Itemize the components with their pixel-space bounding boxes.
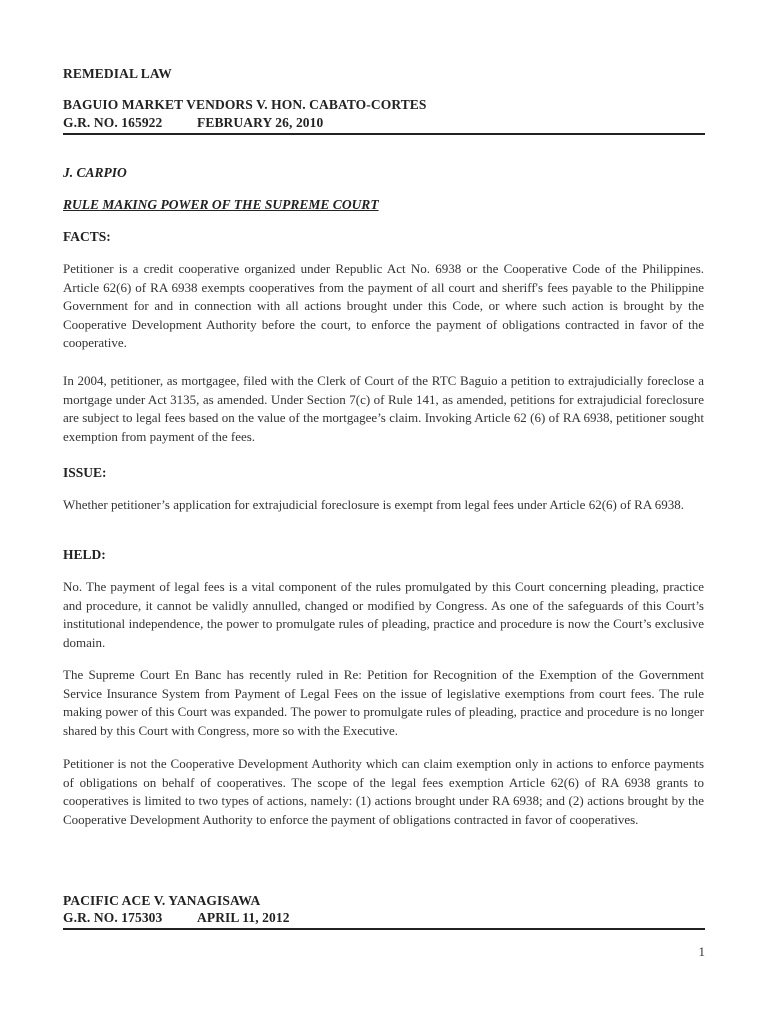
case2-date: APRIL 11, 2012 — [197, 910, 290, 925]
held-paragraph-1: No. The payment of legal fees is a vital component of the rules promulgated by this Court concerning pleading, practice and procedure, it cannot be validly annulled, changed or modified by Congress. As one of the safeguards of this Court’s institutional independence, the power to promulgate rules of pleading, practice and procedure is now the Court’s exclusive domain. — [63, 579, 704, 650]
page-number: 1 — [698, 944, 705, 959]
held-paragraph-2: The Supreme Court En Banc has recently ruled in Re: Petition for Recognition of the Exemption of the Government Service Insurance System from Payment of Legal Fees on the issue of legislative exemptions from court fees. The rule making power of this Court was expanded. The power to promulgate rules of pleading, practice and procedure is no longer shared by this Court with Congress, more so with the Executive. — [63, 667, 704, 738]
case1-date: FEBRUARY 26, 2010 — [197, 115, 324, 130]
case2-title: PACIFIC ACE V. YANAGISAWA — [63, 893, 261, 908]
case2-gr-no: G.R. NO. 175303 — [63, 910, 163, 925]
facts-heading: FACTS: — [63, 229, 111, 244]
facts-paragraph-2: In 2004, petitioner, as mortgagee, filed with the Clerk of Court of the RTC Baguio a petition to extrajudicially foreclose a mortgage under Act 3135, as amended. Under Section 7(c) of Rule 141, as amended, petitions for extrajudicial foreclosure are subject to legal fees based on the value of the mortgagee’s claim. Invoking Article 62 (6) of RA 6938, petitioner sought exemption from payment of the fees. — [63, 373, 704, 444]
case1-title: BAGUIO MARKET VENDORS V. HON. CABATO-CORTES — [63, 97, 427, 112]
case1-gr-no: G.R. NO. 165922 — [63, 115, 163, 130]
held-paragraph-3: Petitioner is not the Cooperative Development Authority which can claim exemption only in actions to enforce payments of obligations on behalf of cooperatives. The scope of the legal fees exemption Article 62(6) of RA 6938 grants to cooperatives is limited to two types of actions, namely: (1) actions brought under RA 6938; and (2) actions brought by the Cooperative Development Authority to enforce the payment of obligations contracted in favor of cooperatives. — [63, 756, 704, 827]
case1-citation — [63, 115, 323, 131]
facts-paragraph-1: Petitioner is a credit cooperative organized under Republic Act No. 6938 or the Cooperative Code of the Philippines. Article 62(6) of RA 6938 exempts cooperatives from the payment of all court and sheriff's fees payable to the Philippine Government for and in connection with all actions brought under this Code, or where such action is brought by the Cooperative Development Authority before the court, to enforce the payment of obligations contracted in favor of the cooperative. — [63, 261, 704, 351]
issue-heading: ISSUE: — [63, 465, 107, 480]
case2-citation — [63, 910, 290, 926]
case1-ponente: J. CARPIO — [63, 165, 127, 180]
held-heading: HELD: — [63, 547, 106, 562]
subject-heading: REMEDIAL LAW — [63, 66, 172, 81]
case1-topic: RULE MAKING POWER OF THE SUPREME COURT — [63, 197, 379, 212]
issue-paragraph: Whether petitioner’s application for extrajudicial foreclosure is exempt from legal fees under Article 62(6) of RA 6938. — [63, 497, 685, 512]
case2-divider — [63, 928, 705, 930]
case1-divider — [63, 133, 705, 135]
